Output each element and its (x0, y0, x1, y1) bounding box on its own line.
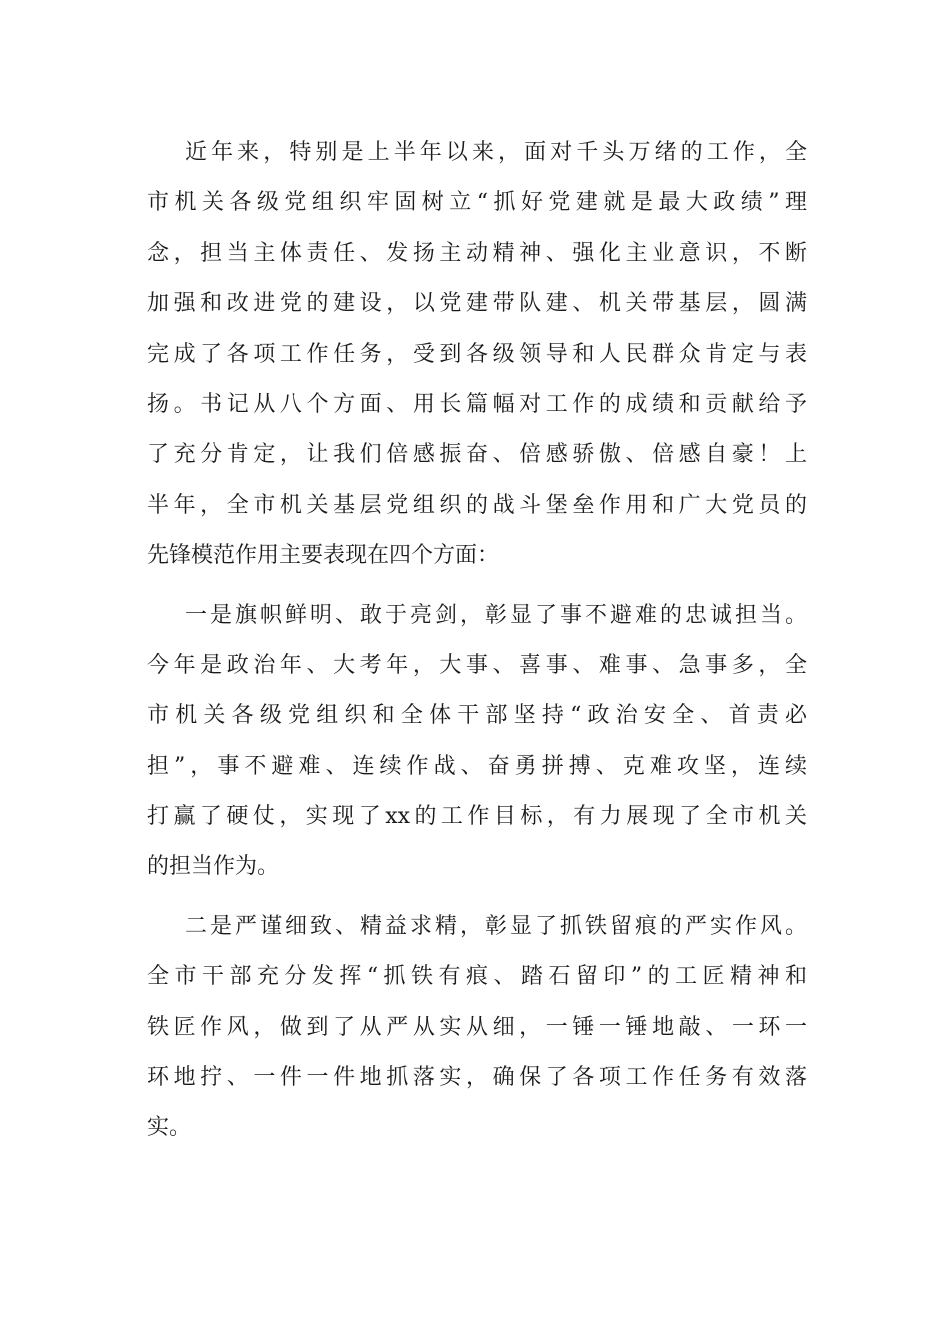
text-line: 加强和改进党的建设，以党建带队建、机关带基层，圆满 (147, 291, 807, 317)
text-line: 近年来，特别是上半年以来，面对千头万绪的工作，全 (185, 140, 807, 165)
text-line: 念，担当主体责任、发扬主动精神、强化主业意识，不断 (147, 240, 807, 266)
text-line: 市机关各级党组织和全体干部坚持“政治安全、首责必 (147, 703, 807, 729)
text-line: 全市干部充分发挥“抓铁有痕、踏石留印”的工匠精神和 (147, 964, 807, 990)
text-line: 完成了各项工作任务，受到各级领导和人民群众肯定与表 (147, 341, 807, 367)
text-line: 市机关各级党组织牢固树立“抓好党建就是最大政绩”理 (147, 190, 807, 216)
text-line: 一是旗帜鲜明、敢于亮剑，彰显了事不避难的忠诚担当。 (185, 602, 807, 628)
text-line: 打赢了硬仗，实现了xx的工作目标，有力展现了全市机关 (147, 804, 807, 830)
paragraph-point-two (147, 909, 807, 1161)
document-page (147, 135, 807, 1170)
text-line: 的担当作为。 (147, 854, 280, 880)
text-line: 实。 (147, 1115, 192, 1141)
text-line: 担”，事不避难、连续作战、奋勇拼搏、克难攻坚，连续 (147, 753, 807, 779)
text-line: 了充分肯定，让我们倍感振奋、倍感骄傲、倍感自豪！上 (147, 442, 807, 468)
paragraph-intro (147, 135, 807, 589)
text-line: 半年，全市机关基层党组织的战斗堡垒作用和广大党员的 (147, 492, 807, 518)
text-line: 环地拧、一件一件地抓落实，确保了各项工作任务有效落 (147, 1065, 807, 1091)
paragraph-point-one (147, 598, 807, 900)
text-line: 铁匠作风，做到了从严从实从细，一锤一锤地敲、一环一 (147, 1014, 807, 1040)
text-line: 今年是政治年、大考年，大事、喜事、难事、急事多，全 (147, 652, 807, 678)
text-line: 二是严谨细致、精益求精，彰显了抓铁留痕的严实作风。 (185, 913, 807, 939)
text-line: 先锋模范作用主要表现在四个方面： (147, 543, 500, 569)
text-line: 扬。书记从八个方面、用长篇幅对工作的成绩和贡献给予 (147, 391, 807, 417)
